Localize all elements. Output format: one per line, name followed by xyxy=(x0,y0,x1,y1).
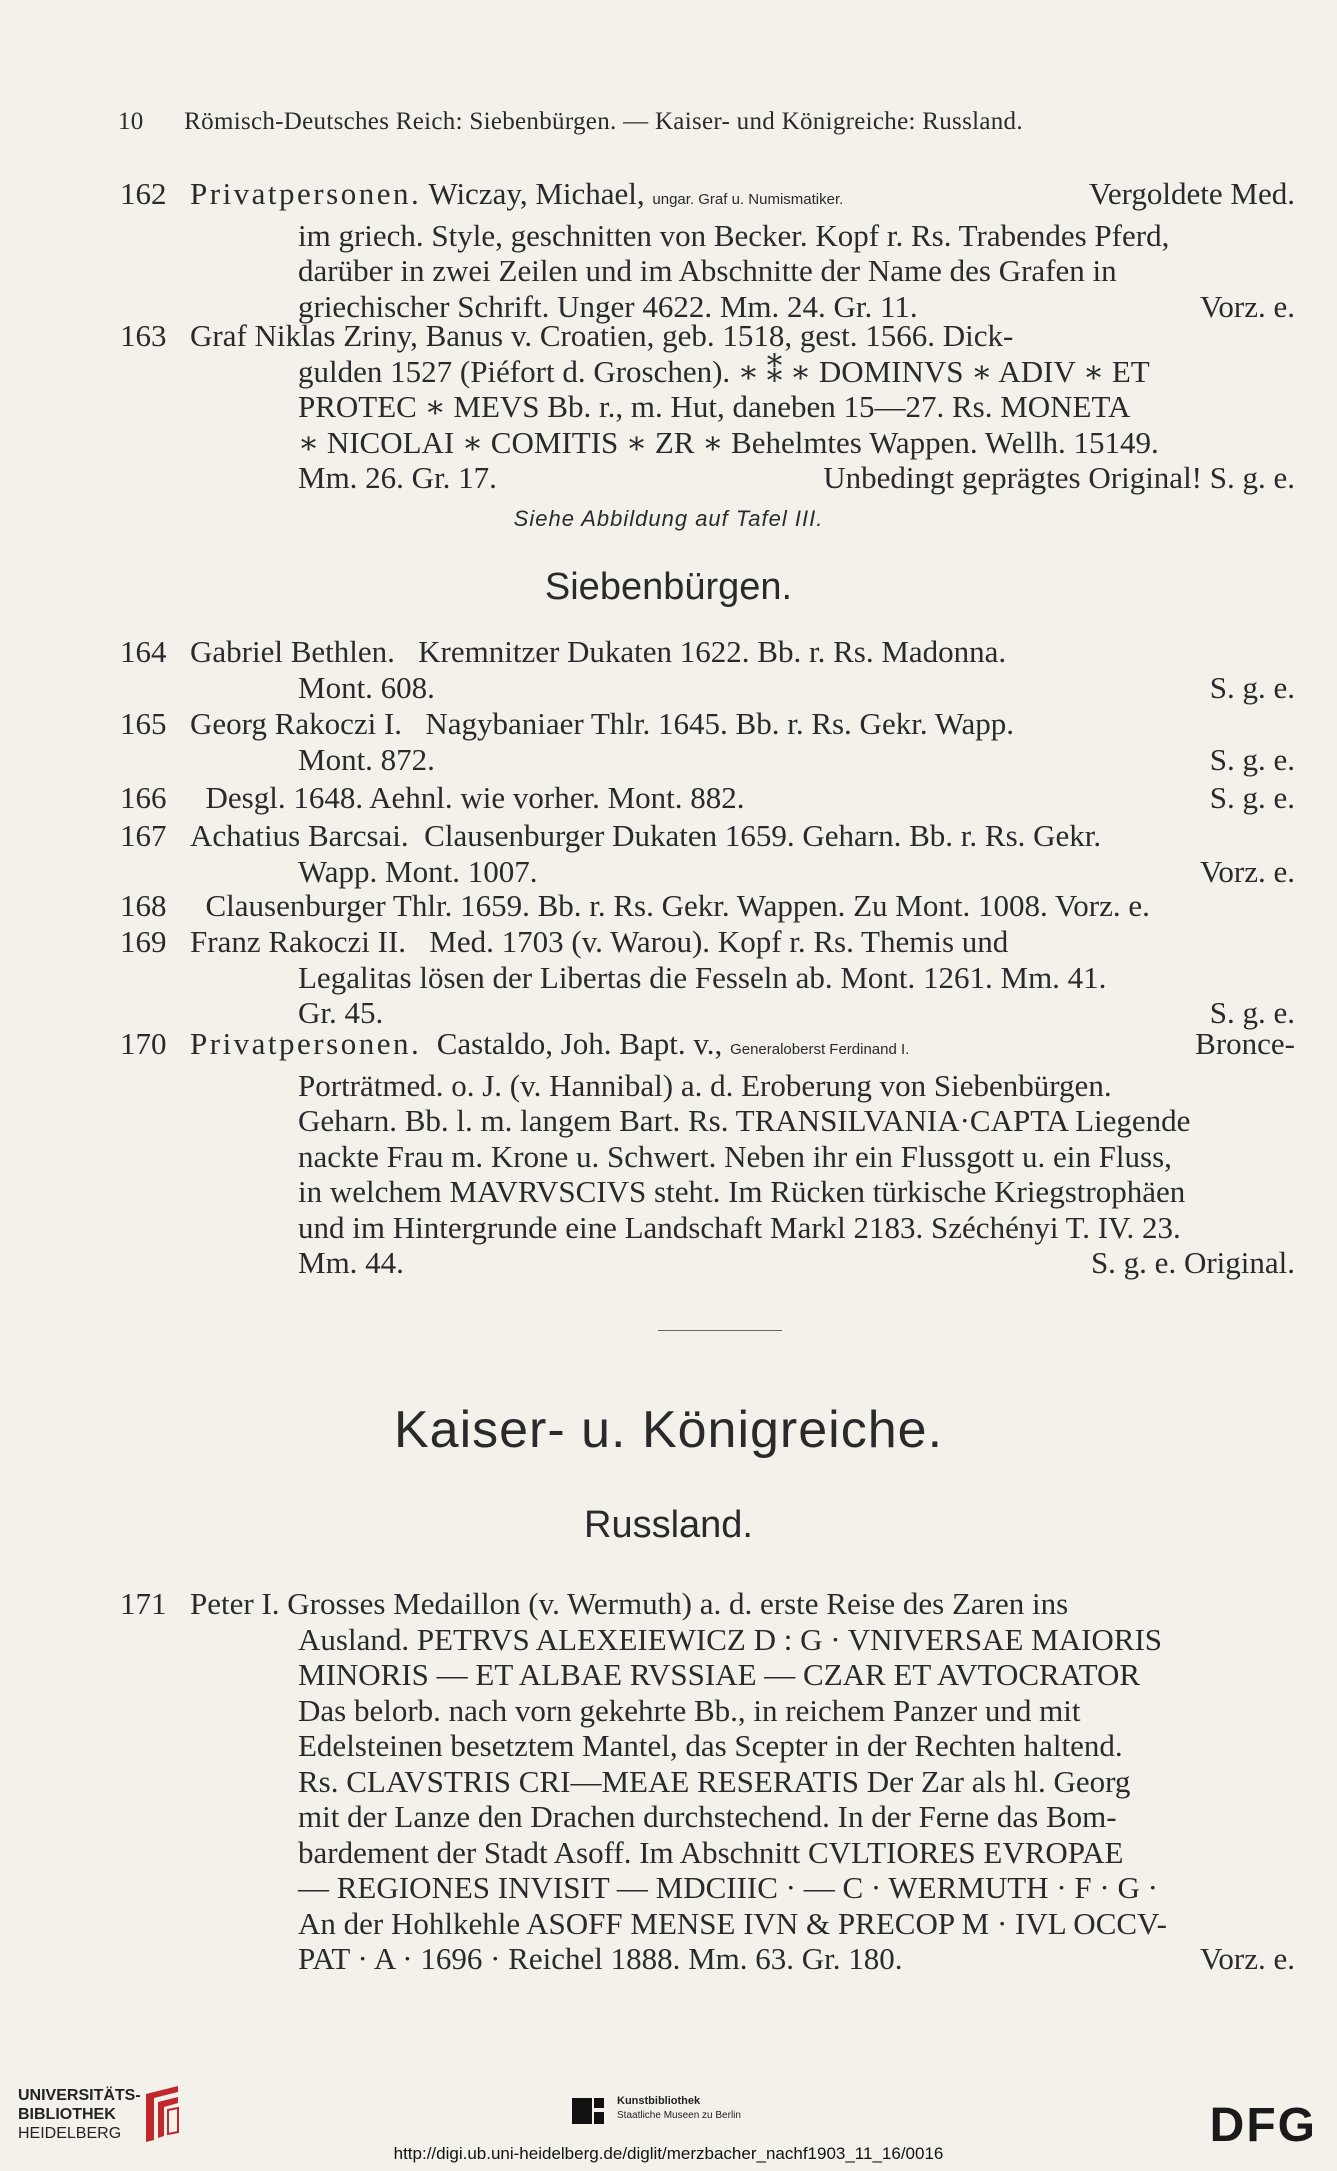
entry-person: Franz Rakoczi II. xyxy=(190,924,407,959)
catalog-entry-166 xyxy=(120,780,1310,816)
section-title-kaiser: Kaiser- u. Königreiche. xyxy=(393,1401,944,1459)
entry-text: MINORIS — ET ALBAE RVSSIAE — CZAR ET AVTOCRATOR xyxy=(298,1657,1141,1692)
entry-text: Mont. 872. xyxy=(298,741,435,777)
catalog-entry-169 xyxy=(120,924,1310,1031)
entry-text: Das belorb. nach vorn gekehrte Bb., in reichem Panzer und mit xyxy=(298,1692,1081,1728)
entry-text: Vergoldete Med. xyxy=(1088,176,1295,211)
kb-title: Kunstbibliothek xyxy=(617,2095,701,2107)
entry-number: 167 xyxy=(120,818,167,853)
entry-text: Ausland. PETRVS ALEXEIEWICZ D : G · VNIVERSAE MAIORIS xyxy=(298,1621,1163,1657)
entry-person-title: Generaloberst Ferdinand I. xyxy=(730,1041,910,1058)
entry-grade: Vorz. e. xyxy=(1200,288,1295,324)
entry-grade: S. g. e. xyxy=(1209,780,1295,815)
logo-text: HEIDELBERG xyxy=(18,2125,122,2142)
entry-text: An der Hohlkehle ASOFF MENSE IVN & PRECOP M · IVL OCCV- xyxy=(298,1905,1167,1941)
running-header xyxy=(118,108,1218,136)
entry-text: Geharn. Bb. l. m. langem Bart. Rs. TRANSILVANIA·CAPTA Liegende xyxy=(298,1103,1191,1138)
catalog-entry-171 xyxy=(120,1586,1310,1977)
catalog-entry-168 xyxy=(120,888,1310,924)
entry-text: — REGIONES INVISIT — MDCIIIC · — C · WERMUTH · F · G · xyxy=(298,1870,1158,1905)
entry-text: Legalitas lösen der Libertas die Fesseln ab. Mont. 1261. Mm. 41. xyxy=(298,959,1107,995)
entry-person: Castaldo, Joh. Bapt. v., xyxy=(436,1026,723,1061)
logo-text: UNIVERSITÄTS- xyxy=(18,2087,141,2104)
catalog-entry-164 xyxy=(120,634,1310,705)
entry-text: Rs. CLAVSTRIS CRI—MEAE RESERATIS Der Zar als hl. Georg xyxy=(298,1763,1131,1799)
catalog-entry-165 xyxy=(120,706,1310,777)
section-title-russland: Russland. xyxy=(584,1504,753,1546)
catalog-entry-162 xyxy=(120,176,1310,324)
section-divider xyxy=(658,1330,782,1331)
entry-text: Mont. 608. xyxy=(298,669,435,705)
ub-heidelberg-logo[interactable] xyxy=(18,2086,141,2143)
source-url[interactable]: http://digi.ub.uni-heidelberg.de/diglit/merzbacher_nachf1903_11_16/0016 xyxy=(393,2144,944,2163)
entry-text: Graf Niklas Zriny, Banus v. Croatien, geb. 1518, gest. 1566. Dick- xyxy=(190,318,1014,353)
entry-category: Privatpersonen. xyxy=(190,1026,422,1061)
catalog-entry-163 xyxy=(120,318,1310,496)
catalog-entry-170 xyxy=(120,1026,1310,1281)
logo-text: BIBLIOTHEK xyxy=(18,2106,116,2123)
entry-text: im griech. Style, geschnitten von Becker. Kopf r. Rs. Trabendes Pferd, xyxy=(298,217,1170,253)
entry-text: bardement der Stadt Asoff. Im Abschnitt CVLTIORES EVROPAE xyxy=(298,1834,1124,1870)
page-number: 10 xyxy=(118,108,144,135)
entry-grade: Vorz. e. xyxy=(1200,1941,1295,1976)
entry-category: Privatpersonen. xyxy=(190,176,422,211)
plate-reference: Siehe Abbildung auf Tafel III. xyxy=(513,506,824,531)
section-title-siebenbuergen: Siebenbürgen. xyxy=(544,566,793,608)
kunstbibliothek-logo-icon xyxy=(570,2094,606,2130)
catalog-entry-167 xyxy=(120,818,1310,889)
entry-number: 163 xyxy=(120,318,167,353)
kb-subtitle: Staatliche Museen zu Berlin xyxy=(617,2110,741,2121)
entry-number: 171 xyxy=(120,1586,167,1621)
entry-text: Clausenburger Thlr. 1659. Bb. r. Rs. Gekr. Wappen. Zu Mont. 1008. Vorz. e. xyxy=(205,888,1150,923)
entry-text: PAT · A · 1696 · Reichel 1888. Mm. 63. Gr. 180. xyxy=(298,1941,903,1976)
dfg-logo[interactable]: DFG xyxy=(1209,2099,1317,2152)
entry-number: 165 xyxy=(120,706,167,741)
entry-number: 162 xyxy=(120,176,167,211)
entry-text: darüber in zwei Zeilen und im Abschnitte der Name des Grafen in xyxy=(298,253,1117,288)
entry-text: Desgl. 1648. Aehnl. wie vorher. Mont. 882. xyxy=(205,780,745,815)
entry-text: Kremnitzer Dukaten 1622. Bb. r. Rs. Madonna. xyxy=(418,634,1007,669)
entry-text: Med. 1703 (v. Warou). Kopf r. Rs. Themis und xyxy=(429,924,1009,959)
entry-number: 169 xyxy=(120,924,167,959)
entry-text: Mm. 44. xyxy=(298,1245,404,1280)
entry-person: Georg Rakoczi I. xyxy=(190,706,403,741)
entry-text: Wapp. Mont. 1007. xyxy=(298,853,538,889)
entry-grade: S. g. e. xyxy=(1209,995,1295,1030)
entry-text: Bronce- xyxy=(1195,1026,1295,1061)
entry-text: und im Hintergrunde eine Landschaft Markl 2183. Széchényi T. IV. 23. xyxy=(298,1209,1181,1245)
entry-text: Nagybaniaer Thlr. 1645. Bb. r. Rs. Gekr. Wapp. xyxy=(425,706,1015,741)
entry-text: ∗ NICOLAI ∗ COMITIS ∗ ZR ∗ Behelmtes Wappen. Wellh. 15149. xyxy=(298,424,1159,460)
entry-number: 166 xyxy=(120,780,167,815)
ub-emblem-icon xyxy=(140,2084,184,2144)
entry-grade: S. g. e. xyxy=(1209,741,1295,777)
entry-number: 170 xyxy=(120,1026,167,1061)
entry-grade: S. g. e. xyxy=(1209,669,1295,705)
entry-grade: S. g. e. Original. xyxy=(1090,1245,1295,1280)
entry-text: nackte Frau m. Krone u. Schwert. Neben ihr ein Flussgott u. ein Fluss, xyxy=(298,1138,1172,1174)
entry-person-title: ungar. Graf u. Numismatiker. xyxy=(652,191,844,208)
entry-text: mit der Lanze den Drachen durchstechend. In der Ferne das Bom- xyxy=(298,1799,1117,1834)
entry-person: Achatius Barcsai. xyxy=(190,818,409,853)
running-title: Römisch-Deutsches Reich: Siebenbürgen. — Kaiser- und Königreiche: Russland. xyxy=(184,108,1023,135)
entry-text: in welchem MAVRVSCIVS steht. Im Rücken türkische Kriegstrophäen xyxy=(298,1174,1186,1209)
entry-text: Peter I. Grosses Medaillon (v. Wermuth) a. d. erste Reise des Zaren ins xyxy=(190,1586,1069,1621)
entry-number: 164 xyxy=(120,634,167,669)
entry-person: Gabriel Bethlen. xyxy=(190,634,395,669)
entry-grade: Unbedingt geprägtes Original! S. g. e. xyxy=(823,460,1295,495)
entry-text: Gr. 45. xyxy=(298,995,384,1030)
entry-text: Clausenburger Dukaten 1659. Geharn. Bb. r. Rs. Gekr. xyxy=(424,818,1102,853)
entry-grade: Vorz. e. xyxy=(1200,853,1295,889)
entry-text: PROTEC ∗ MEVS Bb. r., m. Hut, daneben 15—27. Rs. MONETA xyxy=(298,389,1131,424)
entry-text: Mm. 26. Gr. 17. xyxy=(298,460,497,495)
entry-person: Wiczay, Michael, xyxy=(428,176,645,211)
kunstbibliothek-label xyxy=(617,2094,741,2123)
entry-text: Edelsteinen besetztem Mantel, das Scepter in der Rechten haltend. xyxy=(298,1728,1123,1763)
entry-number: 168 xyxy=(120,888,167,923)
entry-text: gulden 1527 (Piéfort d. Groschen). ∗ ⁑ ∗ DOMINVS ∗ ADIV ∗ ET xyxy=(298,353,1150,389)
entry-text: griechischer Schrift. Unger 4622. Mm. 24. Gr. 11. xyxy=(298,288,918,324)
entry-text: Porträtmed. o. J. (v. Hannibal) a. d. Eroberung von Siebenbürgen. xyxy=(298,1067,1112,1103)
